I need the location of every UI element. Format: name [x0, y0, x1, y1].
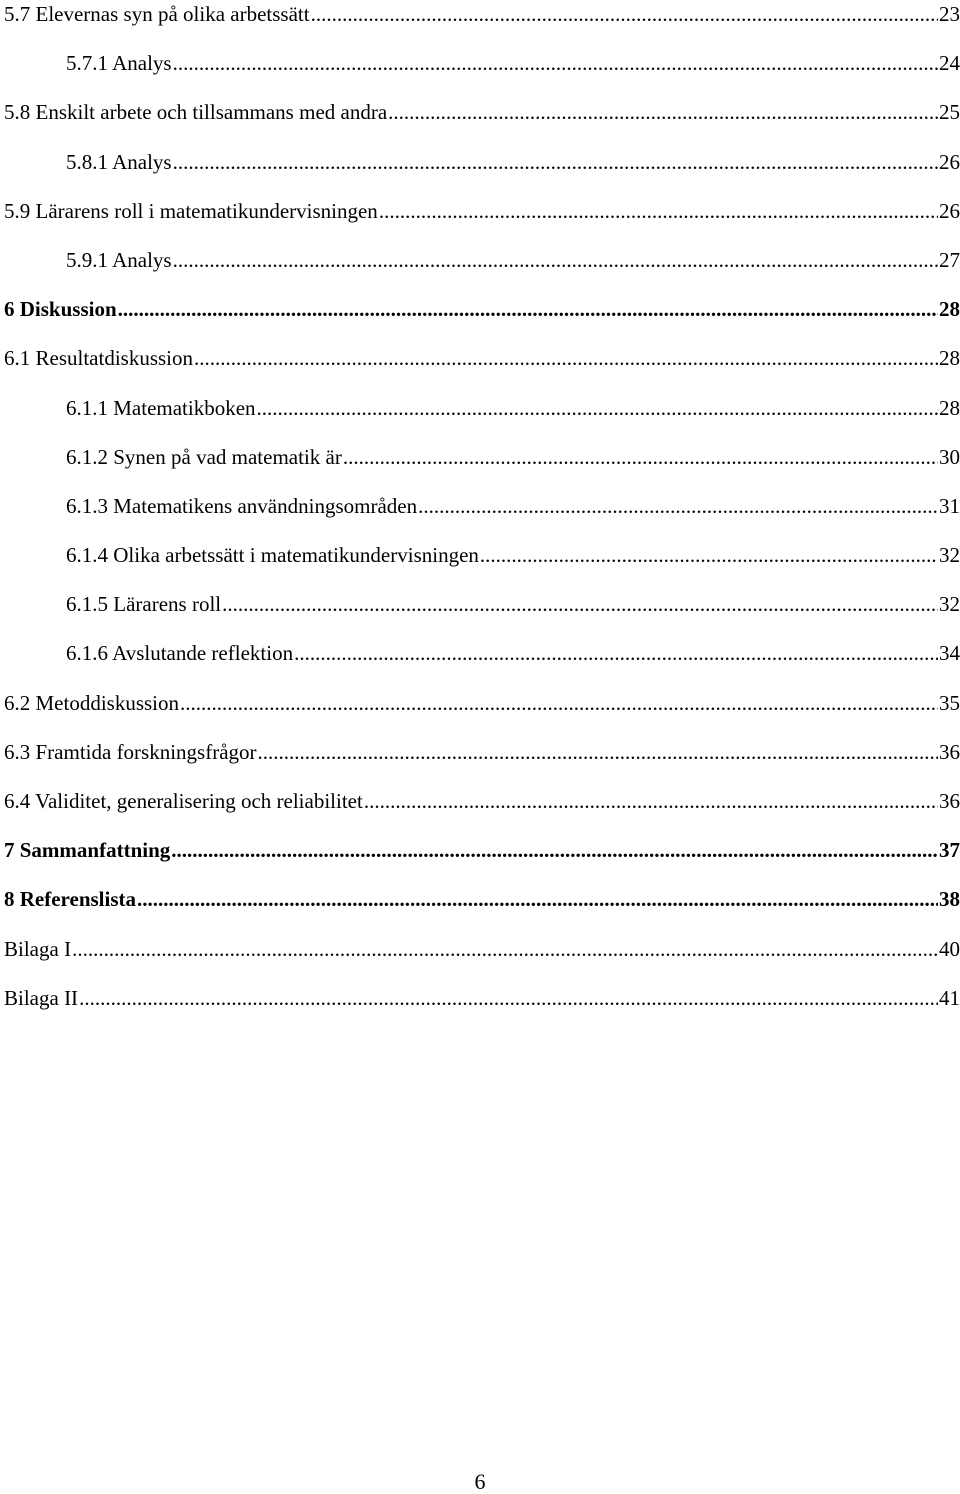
toc-entry-page-number: 28	[939, 395, 960, 420]
toc-entry[interactable]	[4, 541, 960, 590]
toc-entry[interactable]	[4, 836, 960, 885]
toc-dot-leader	[79, 985, 938, 1011]
toc-dot-leader	[194, 345, 938, 371]
toc-dot-leader	[257, 395, 938, 421]
toc-entry-page-number: 30	[939, 444, 960, 469]
toc-entry-page-number: 38	[939, 887, 960, 912]
toc-dot-leader	[118, 296, 938, 322]
toc-dot-leader	[480, 542, 938, 568]
toc-dot-leader	[364, 788, 938, 814]
toc-entry-page-number: 25	[939, 100, 960, 125]
toc-entry[interactable]	[4, 49, 960, 98]
toc-entry-title: Bilaga I	[4, 936, 72, 961]
toc-entry[interactable]	[4, 885, 960, 934]
toc-dot-leader	[418, 493, 938, 519]
toc-entry-page-number: 40	[939, 936, 960, 961]
toc-entry[interactable]	[4, 246, 960, 295]
toc-dot-leader	[180, 690, 938, 716]
toc-entry-page-number: 23	[939, 2, 960, 26]
toc-dot-leader	[311, 1, 938, 27]
toc-entry[interactable]	[4, 394, 960, 443]
toc-entry[interactable]	[4, 492, 960, 541]
toc-entry-page-number: 26	[939, 149, 960, 174]
toc-entry[interactable]	[4, 590, 960, 639]
toc-dot-leader	[222, 591, 938, 617]
toc-entry[interactable]	[4, 197, 960, 246]
toc-entry-title: 6.4 Validitet, generalisering och reliabilitet	[4, 789, 363, 813]
toc-entry[interactable]	[4, 935, 960, 984]
toc-entry-page-number: 34	[939, 641, 960, 666]
toc-entry-page-number: 32	[939, 592, 960, 617]
toc-entry[interactable]	[4, 443, 960, 492]
toc-entry[interactable]	[4, 738, 960, 787]
toc-entry-title: 5.8 Enskilt arbete och tillsammans med andra	[4, 100, 388, 125]
toc-entry-title: 6.1.3 Matematikens användningsområden	[66, 493, 418, 518]
toc-entry[interactable]	[4, 787, 960, 836]
toc-dot-leader	[72, 936, 938, 962]
toc-entry-title: 6.1.4 Olika arbetssätt i matematikundervisningen	[66, 543, 479, 568]
toc-entry[interactable]	[4, 689, 960, 738]
toc-dot-leader	[388, 99, 938, 125]
toc-dot-leader	[379, 198, 938, 224]
toc-entry[interactable]	[4, 639, 960, 688]
toc-entry-title: 6.1.1 Matematikboken	[66, 395, 256, 420]
toc-entry-page-number: 35	[939, 690, 960, 715]
toc-entry-title: 5.8.1 Analys	[66, 149, 172, 174]
toc-entry[interactable]	[4, 984, 960, 1033]
toc-dot-leader	[258, 739, 938, 765]
toc-dot-leader	[173, 149, 938, 175]
toc-entry-page-number: 31	[939, 493, 960, 518]
toc-entry-title: 5.7.1 Analys	[66, 51, 172, 76]
toc-entry-title: 6 Diskussion	[4, 297, 117, 322]
toc-entry-page-number: 36	[939, 739, 960, 764]
toc-entry-title: 5.7 Elevernas syn på olika arbetssätt	[4, 2, 310, 26]
toc-dot-leader	[171, 837, 938, 863]
toc-entry-title: 6.2 Metoddiskussion	[4, 690, 180, 715]
toc-entry[interactable]	[4, 148, 960, 197]
toc-dot-leader	[294, 640, 938, 666]
toc-dot-leader	[173, 247, 938, 273]
toc-dot-leader	[343, 444, 938, 470]
toc-entry-page-number: 37	[939, 838, 960, 863]
toc-entry-title: 6.1 Resultatdiskussion	[4, 346, 194, 371]
toc-entry-title: 5.9 Lärarens roll i matematikundervisningen	[4, 198, 378, 223]
toc-entry-page-number: 28	[939, 297, 960, 322]
toc-entry-page-number: 28	[939, 346, 960, 371]
toc-entry[interactable]	[4, 0, 960, 49]
toc-entry[interactable]	[4, 98, 960, 147]
toc-entry-title: 6.1.5 Lärarens roll	[66, 592, 222, 617]
toc-entry-page-number: 26	[939, 198, 960, 223]
toc-entry-title: 6.1.2 Synen på vad matematik är	[66, 444, 342, 469]
page-number: 6	[474, 1469, 486, 1494]
toc-dot-leader	[137, 886, 938, 912]
toc-entry-page-number: 36	[939, 789, 960, 813]
toc-entry-title: 5.9.1 Analys	[66, 247, 172, 272]
toc-entry-page-number: 32	[939, 543, 960, 568]
toc-entry-title: 6.3 Framtida forskningsfrågor	[4, 739, 257, 764]
toc-entry-title: Bilaga II	[4, 985, 79, 1010]
toc-entry-title: 7 Sammanfattning	[4, 838, 171, 863]
toc-entry-title: 8 Referenslista	[4, 887, 136, 912]
table-of-contents	[4, 0, 960, 1033]
toc-entry-page-number: 41	[939, 985, 960, 1010]
toc-entry-page-number: 24	[939, 51, 960, 76]
toc-entry[interactable]	[4, 344, 960, 393]
toc-entry-page-number: 27	[939, 247, 960, 272]
toc-entry[interactable]	[4, 295, 960, 344]
toc-entry-title: 6.1.6 Avslutande reflektion	[66, 641, 294, 666]
toc-dot-leader	[173, 50, 938, 76]
